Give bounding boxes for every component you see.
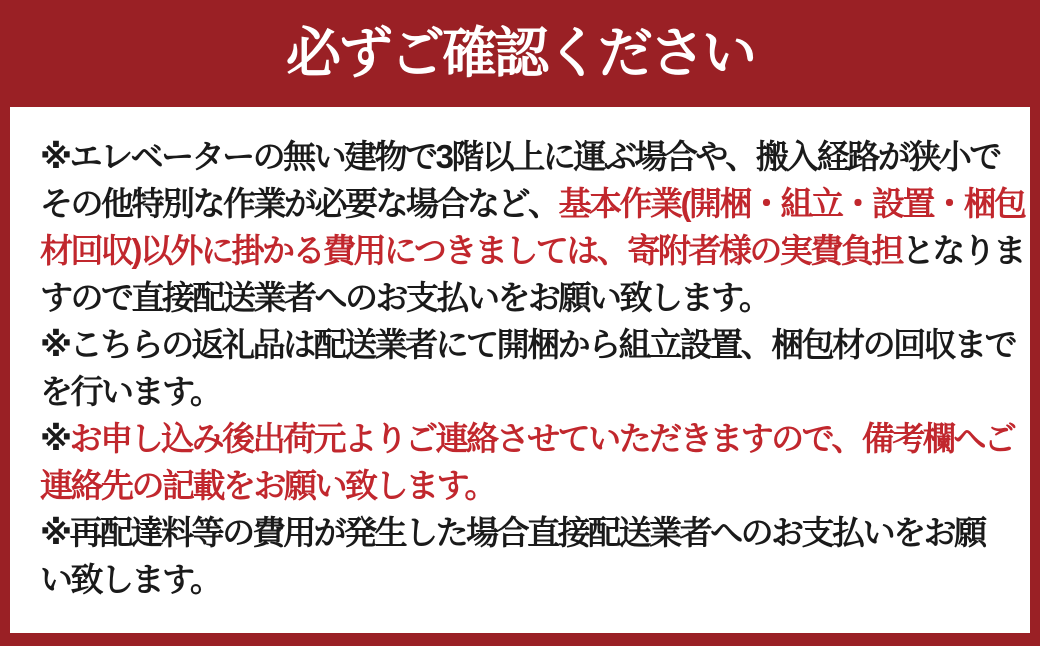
notice-panel bbox=[10, 107, 1030, 633]
notice-line bbox=[40, 509, 1010, 556]
notice-line bbox=[40, 133, 1010, 180]
notice-line bbox=[40, 556, 1010, 603]
notice-text-segment: すので直接配送業者へのお支払いをお願い致します。 bbox=[40, 279, 770, 316]
notice-text-segment: お申し込み後出荷元よりご連絡させていただきますので、備考欄へご bbox=[69, 420, 1015, 457]
notice-header bbox=[0, 0, 1040, 107]
notice-text-segment: ※エレベーターの無い建物で3階以上に運ぶ場合や、搬入経路が狭小で bbox=[40, 138, 1000, 175]
notice-line bbox=[40, 415, 1015, 462]
notice-text-segment: となりま bbox=[901, 232, 1024, 269]
notice-line bbox=[40, 274, 1010, 321]
notice-line bbox=[40, 321, 1016, 368]
notice-paragraph bbox=[40, 509, 1010, 603]
notice-text-segment: ※再配達料等の費用が発生した場合直接配送業者へのお支払いをお願 bbox=[40, 514, 985, 551]
notice-line bbox=[40, 462, 1010, 509]
notice-text-segment: その他特別な作業が必要な場合など、 bbox=[40, 185, 559, 222]
notice-text-segment: ※ bbox=[40, 420, 70, 457]
notice-body bbox=[40, 133, 1025, 603]
notice-paragraph bbox=[40, 133, 1025, 321]
notice-text-segment: を行います。 bbox=[40, 373, 221, 410]
notice-line bbox=[40, 368, 1010, 415]
notice-title: 必ずご確認ください bbox=[285, 22, 754, 84]
notice-line bbox=[40, 180, 1025, 227]
notice-text-segment: い致します。 bbox=[40, 561, 221, 598]
notice-paragraph bbox=[40, 415, 1015, 509]
notice-text-segment: ※こちらの返礼品は配送業者にて開梱から組立設置、梱包材の回収まで bbox=[40, 326, 1016, 363]
notice-text-segment: 材回収)以外に掛かる費用につきましては、寄附者様の実費負担 bbox=[40, 232, 902, 269]
notice-line bbox=[40, 227, 1024, 274]
notice-text-segment: 基本作業(開梱・組立・設置・梱包 bbox=[558, 185, 1025, 222]
notice-text-segment: 連絡先の記載をお願い致します。 bbox=[40, 467, 495, 504]
notice-paragraph bbox=[40, 321, 1016, 415]
